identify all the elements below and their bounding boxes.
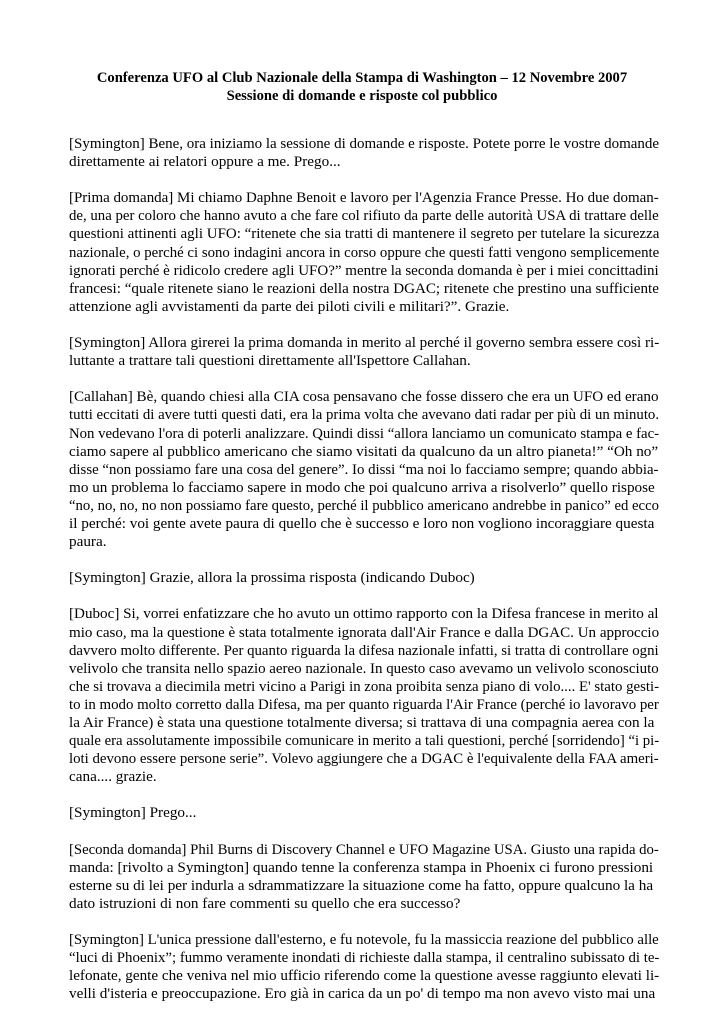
paragraph-line: paura. xyxy=(69,533,107,551)
paragraph xyxy=(69,135,659,171)
paragraph xyxy=(69,605,659,786)
paragraph-line: [Prima domanda] Mi chiamo Daphne Benoit e lavoro per l'Agenzia France Presse. Ho due doman- xyxy=(69,189,659,207)
paragraph-line: velivolo che transita nello spazio aereo nazionale. In questo caso avevamo un velivolo sconosciuto xyxy=(69,659,659,677)
paragraph xyxy=(69,334,659,370)
paragraph-line: francesi: “quale ritenete siano le reazioni della nostra DGAC; ritenete che prestino una sufficiente xyxy=(69,279,659,297)
paragraph-line: “no, no, no, no non possiamo fare questo, perché il pubblico americano andrebbe in panico” ed ecco xyxy=(69,496,659,514)
paragraph-line: velli d'isteria e preoccupazione. Ero già in carica da un po' di tempo ma non avevo visto mai una xyxy=(69,985,656,1003)
paragraph xyxy=(69,804,659,822)
title-line: Conferenza UFO al Club Nazionale della Stampa di Washington – 12 Novembre 2007 xyxy=(96,70,628,86)
paragraph-line: ciamo sapere al pubblico americano che siamo visitati da qualcuno da un altro pianeta!” “Oh no” xyxy=(69,442,659,460)
paragraph-line: [Symington] Prego... xyxy=(69,804,197,822)
paragraph-line: Non vedevano l'ora di poterli analizzare. Quindi dissi “allora lanciamo un comunicato stampa e fac- xyxy=(69,424,660,442)
paragraph-line: nazionale, o perché ci sono indagini ancora in corso oppure che questi fatti vengono semplicemente xyxy=(69,243,660,261)
paragraph-line: [Symington] L'unica pressione dall'esterno, e fu notevole, fu la massiccia reazione del pubblico alle xyxy=(69,931,659,949)
paragraph-line: [Symington] Bene, ora iniziamo la sessione di domande e risposte. Potete porre le vostre domande xyxy=(69,135,660,152)
paragraph-line: loti devono essere persone serie”. Volevo aggiungere che a DGAC è l'equivalente della FAA ameri- xyxy=(69,750,659,768)
paragraph xyxy=(69,388,659,551)
document-body xyxy=(69,135,659,1022)
paragraph-line: quale era assolutamente impossibile comunicare in merito a tali questioni, perché [sorridendo] “i pi- xyxy=(69,732,660,750)
paragraph-line: direttamente ai relatori oppure a me. Prego... xyxy=(69,153,341,171)
paragraph-line: manda: [rivolto a Symington] quando tenne la conferenza stampa in Phoenix ci furono pressioni xyxy=(69,858,654,876)
paragraph-line: attenzione agli avvistamenti da parte dei piloti civili e militari?”. Grazie. xyxy=(69,297,510,315)
paragraph-line: disse “non possiamo fare una cosa del genere”. Io dissi “ma noi lo facciamo sempre; quando abbia- xyxy=(69,460,659,478)
paragraph-line: mio caso, ma la questione è stata totalmente ignorata dall'Air France e dalla DGAC. Un approccio xyxy=(69,623,660,641)
paragraph-line: cana.... grazie. xyxy=(69,768,157,786)
paragraph xyxy=(69,931,659,1003)
paragraph-line: mo un problema lo facciamo sapere in modo che poi qualcuno arriva a risolverlo” quello rispose xyxy=(69,478,655,496)
paragraph xyxy=(69,841,659,913)
subtitle-line: Sessione di domande e risposte col pubblico xyxy=(226,88,498,104)
paragraph-line: dato istruzioni di non fare commenti su quello che era successo? xyxy=(69,894,461,912)
paragraph-line: che si trovava a diecimila metri vicino a Parigi in zona proibita senza piano di volo.... E' stato gesti- xyxy=(69,677,660,695)
paragraph-line: luttante a trattare tali questioni direttamente all'Ispettore Callahan. xyxy=(69,352,471,370)
paragraph xyxy=(69,189,659,316)
paragraph xyxy=(69,569,659,587)
paragraph-line: [Duboc] Si, vorrei enfatizzare che ho avuto un ottimo rapporto con la Difesa francese in merito al xyxy=(69,605,659,623)
paragraph-line: questioni attinenti agli UFO: “ritenete che sia tratti di mantenere il segreto per tutelare la sicurezza xyxy=(69,225,660,243)
paragraph-line: [Callahan] Bè, quando chiesi alla CIA cosa pensavano che fosse dissero che era un UFO ed erano xyxy=(69,388,659,406)
paragraph-line: [Seconda domanda] Phil Burns di Discovery Channel e UFO Magazine USA. Giusto una rapida do- xyxy=(69,840,659,858)
paragraph-line: davvero molto differente. Per quanto riguarda la difesa nazionale infatti, si tratta di controllare ogni xyxy=(69,641,659,659)
paragraph-line: [Symington] Grazie, allora la prossima risposta (indicando Duboc) xyxy=(69,569,475,587)
paragraph-line: tutti eccitati di avere tutti questi dati, era la prima volta che avevano dati radar per più di un minuto. xyxy=(69,406,660,424)
paragraph-line: “luci di Phoenix”; fummo veramente inondati di richieste dalla stampa, il centralino subissato di te- xyxy=(69,949,660,967)
paragraph-line: [Symington] Allora girerei la prima domanda in merito al perché il governo sembra essere così ri- xyxy=(69,334,660,352)
paragraph-line: esterne su di lei per indurla a sdrammatizzare la situazione come ha fatto, oppure qualcuno la ha xyxy=(69,876,654,894)
paragraph-line: ignorati perché è ridicolo credere agli UFO?” mentre la seconda domanda è per i miei concittadini xyxy=(69,261,659,279)
paragraph-line: to in modo molto corretto dalla Difesa, ma per quanto riguarda l'Air France (perché io lavoravo per xyxy=(69,695,659,713)
paragraph-line: lefonate, gente che veniva nel mio ufficio riferendo come la questione avesse raggiunto elevati li- xyxy=(69,967,660,985)
paragraph-line: il perché: voi gente avete paura di quello che è successo e loro non vogliono incoraggiare questa xyxy=(69,514,655,532)
paragraph-line: de, una per coloro che hanno avuto a che fare col rifiuto da parte delle autorità USA di trattare delle xyxy=(69,207,659,225)
paragraph-line: la Air France) è stata una questione totalmente diversa; si trattava di una compagnia aerea con la xyxy=(69,714,655,731)
document-title xyxy=(60,69,664,105)
